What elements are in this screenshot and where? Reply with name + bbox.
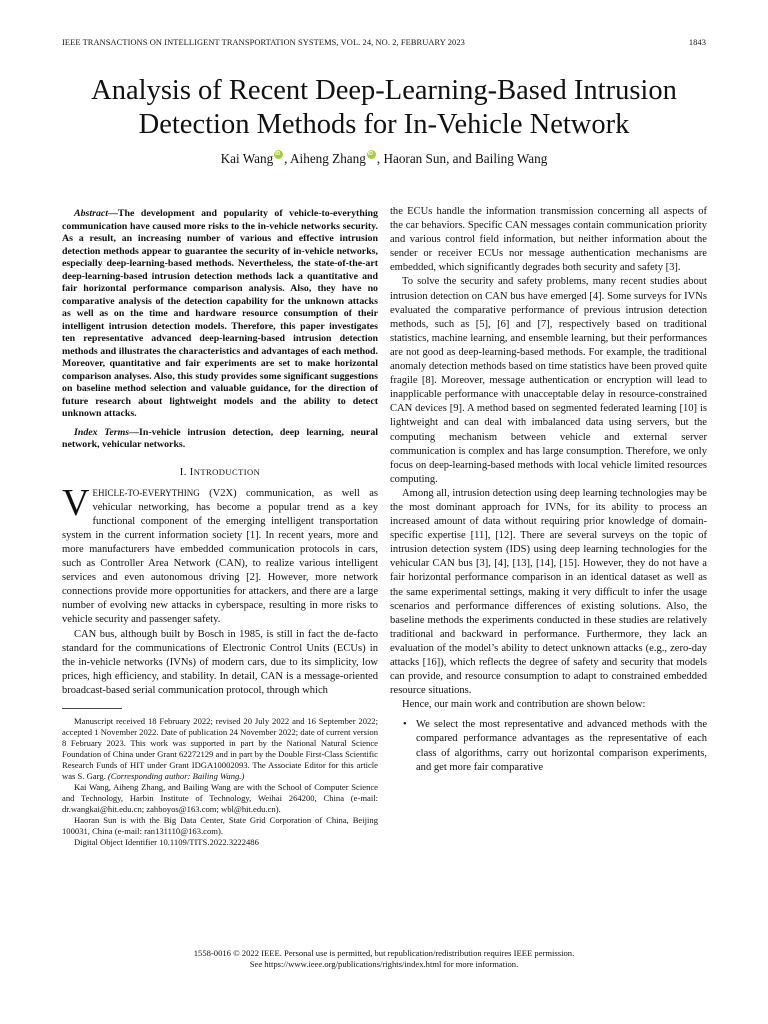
- author-rest: , Haoran Sun, and Bailing Wang: [376, 151, 548, 166]
- drop-cap: V: [62, 481, 90, 524]
- right-paragraph-4: Hence, our main work and contribution are shown below:: [402, 699, 646, 711]
- footnote-manuscript: Manuscript received 18 February 2022; revised 20 July 2022 and 16 September 2022; accepted 1 November 2022. Date of publication 24 November 2022; date of current version 8 February 2023. This work was supported in part by the National Natural Science Foundation of China under Grant 62272129 and in part by the Double First-Class Scientific Research Funds of HIT under Grant IDGA10002093. The Associate Editor for this article was S. Garg. (Corresponding author: Bailing Wang.): [62, 716, 378, 781]
- right-paragraph-2: To solve the security and safety problems, many recent studies about intrusion detection on CAN bus have emerged [4]. Some surveys for IVNs evaluated the comparative performance of previous intrusion detection methods, such as [5], [6] and [7], respectively based on traditional statistics, machine learning, and ensemble learning, but their performances are not good as deep-learning-based methods. For example, the traditional anomaly detection methods based on time statistics have been proved quite fragile [8]. Moreover, message authentication or encryption will lead to inapplicable performance with unacceptable delay in resource-constrained CAN devices [9]. A method based on segmented federated learning [10] is lightweight and can deal with imbalanced data using servers, but the computing mechanism between vehicle and external server communication is complex and has large consumption. Therefore, we only focus on deep-learning-based methods with local vehicle limited resources computing.: [390, 276, 707, 485]
- left-column: [62, 208, 378, 848]
- abstract-text: —The development and popularity of vehicle-to-everything communication have caused more risks to the in-vehicle networks security. As a result, an increasing number of various and effective intrusion detection methods appear to guarantee the security of in-vehicle networks, especially deep-learning-based methods. Nevertheless, the state-of-the-art deep-learning-based intrusion detection methods lack a quantitative and fair horizontal performance comparison analysis. Also, they have no comparative analysis of the detection capability for the unknown attacks as well as on the time and hardware resource consumption of their intelligent intrusion detection models. Therefore, this paper investigates ten representative advanced deep-learning-based intrusion detection methods and illustrates the characteristics and advantages of each method. Moreover, quantitative and fair experiments are set to make horizontal comparison analyses. Also, this study provides some significant suggestions on baseline method selection and valuable guidance, for the direction of future research about lightweight models and the ability to detect unknown attacks.: [62, 208, 378, 419]
- author-1: Kai Wang: [220, 151, 274, 166]
- title-line-1: Analysis of Recent Deep-Learning-Based Intrusion: [91, 75, 677, 106]
- orcid-icon[interactable]: [367, 150, 376, 159]
- title-line-2: Detection Methods for In-Vehicle Network: [138, 109, 630, 140]
- abstract-label: Abstract: [74, 208, 109, 219]
- footnote-affiliation-1: Kai Wang, Aiheng Zhang, and Bailing Wang are with the School of Computer Science and Technology, Harbin Institute of Technology, Weihai 264200, China (e-mail: dr.wangkai@hit.edu.cn; zahboyos@163.com; wbl@hit.edu.cn).: [62, 782, 378, 814]
- index-terms-label: Index Terms: [74, 426, 130, 438]
- footnote-affiliation-2: Haoran Sun is with the Big Data Center, State Grid Corporation of China, Beijing 100031, China (e-mail: ran131110@163.com).: [62, 815, 378, 836]
- copyright-line-2: See https://www.ieee.org/publications/rights/index.html for more information.: [249, 959, 519, 969]
- list-item: • We select the most representative and advanced methods with the compared performance advantages as the representative of each class of algorithms, carry out horizontal comparison experiments, and get more fair comparative: [416, 718, 707, 774]
- author-2: , Aiheng Zhang: [284, 151, 366, 166]
- footnote-doi: Digital Object Identifier 10.1109/TITS.2022.3222486: [74, 837, 259, 847]
- index-terms: [62, 427, 378, 452]
- author-list: [40, 150, 728, 167]
- right-paragraph-1: the ECUs handle the information transmission concerning all aspects of the car behaviors. Specific CAN messages contain communication priority and various control field information, but neither information about the sender or receiver ECUs nor message authentication mechanisms are embedded, which significantly degrades both security and safety [3].: [390, 206, 707, 274]
- orcid-icon[interactable]: [274, 150, 283, 159]
- intro-paragraph-2: CAN bus, although built by Bosch in 1985, is still in fact the de-facto standard for the communications of Electronic Control Units (ECUs) in the in-vehicle networks (IVNs) of modern cars, due to its simplicity, low prices, high efficiency, and stability. In detail, CAN is a message-oriented broadcast-based serial communication protocol, through which: [62, 628, 378, 696]
- paper-title: [40, 74, 728, 142]
- index-terms-text: —In-vehicle intrusion detection, deep learning, neural network, vehicular networks.: [62, 426, 378, 450]
- journal-name: IEEE TRANSACTIONS ON INTELLIGENT TRANSPORTATION SYSTEMS, VOL. 24, NO. 2, FEBRUARY 2023: [62, 38, 465, 47]
- intro-text-1: (V2X) communication, as well as vehicular networking, has become a popular trend as a key functional component of the emerging intelligent transportation system in the current information society [1]. In recent years, more and more manufacturers have embedded communication protocols in cars, such as Controller Area Network (CAN), to realize various intelligent services and even autonomous driving [2]. However, more network connections provide more opportunities for attackers, and there are a large number of evolving new attacks in cyberspace, resulting in more risks to vehicle security and passenger safety.: [62, 487, 378, 626]
- right-paragraph-3: Among all, intrusion detection using deep learning technologies may be the most dominant approach for IVNs, for its ability to process an increased amount of data without requiring prior knowledge of domain-specific expertise [11], [12]. There are several surveys on the topic of intrusion detection system (IDS) using deep learning technologies for the vehicular CAN bus [3], [4], [13], [14], [15]. However, they do not have a fair horizontal performance comparison in an identical dataset as well as the same experimental settings, making it very difficult to infer the usage scenarios and performance differences of existing solutions. Also, the baseline methods the experiments conducted in these studies are relatively traditional and backward in performance. Furthermore, they lack an evaluation of the model’s ability to detect unknown attacks (e.g., zero-day attacks [16]), which reflects the degree of safety and security that models can provide, and resource consumption to adapt to constrained embedded resource situations.: [390, 487, 707, 697]
- intro-smallcaps: EHICLE-TO-EVERYTHING: [92, 487, 200, 498]
- copyright-notice: [40, 948, 728, 970]
- page-number: 1843: [688, 38, 706, 47]
- footnote-rule: [62, 708, 122, 709]
- right-column: [390, 205, 707, 775]
- copyright-line-1: 1558-0016 © 2022 IEEE. Personal use is permitted, but republication/redistribution requires IEEE permission.: [193, 948, 575, 958]
- section-heading: I. INTRODUCTION: [179, 466, 261, 478]
- contribution-list: [390, 718, 707, 774]
- abstract: [62, 208, 378, 421]
- intro-paragraph-1: [62, 481, 378, 628]
